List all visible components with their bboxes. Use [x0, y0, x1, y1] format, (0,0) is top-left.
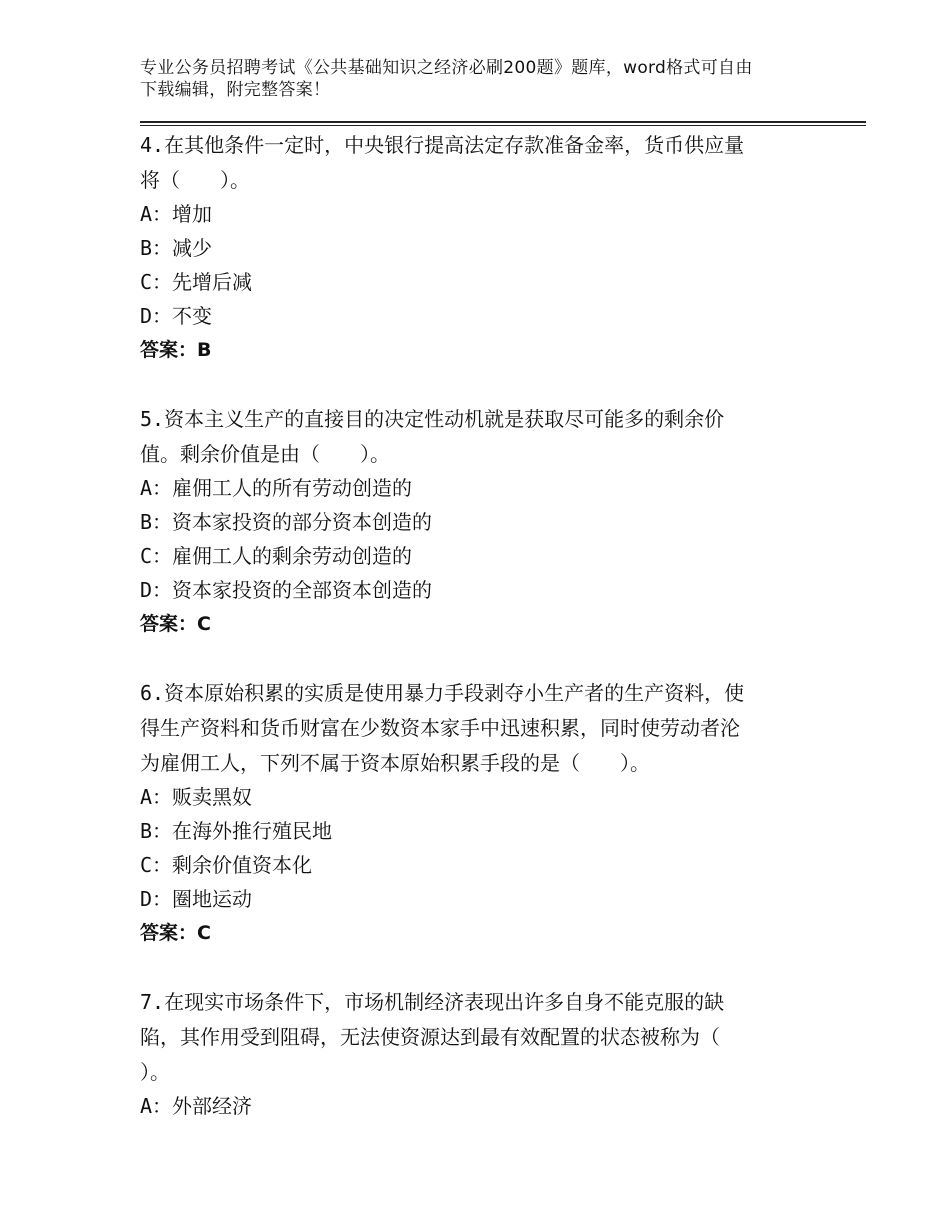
page-header [140, 57, 830, 101]
option-c: C：雇佣工人的剩余劳动创造的 [140, 544, 413, 568]
option-d: D：不变 [140, 304, 213, 328]
question-text-line: 4.在其他条件一定时，中央银行提高法定存款准备金率，货币供应量 [140, 133, 745, 157]
question-4 [140, 127, 800, 367]
question-text-line: 得生产资料和货币财富在少数资本家手中迅速积累，同时使劳动者沦 [140, 716, 740, 740]
question-5 [140, 401, 800, 641]
option-b: B：在海外推行殖民地 [140, 819, 333, 843]
question-7 [140, 984, 800, 1123]
question-spacer [140, 641, 800, 675]
question-text-line: 5.资本主义生产的直接目的决定性动机就是获取尽可能多的剩余价 [140, 407, 725, 431]
option-c: C：先增后减 [140, 270, 253, 294]
answer-label: 答案：B [140, 339, 212, 361]
question-text-line: ）。 [140, 1060, 170, 1084]
option-d: D：圈地运动 [140, 887, 253, 911]
option-a: A：外部经济 [140, 1094, 253, 1118]
option-a: A：贩卖黑奴 [140, 785, 253, 809]
option-c: C：剩余价值资本化 [140, 853, 313, 877]
option-a: A：雇佣工人的所有劳动创造的 [140, 476, 413, 500]
header-rule-thick [140, 121, 866, 123]
question-text-line: 值。剩余价值是由（ ）。 [140, 442, 390, 466]
answer-label: 答案：C [140, 613, 211, 635]
question-text-line: 7.在现实市场条件下，市场机制经济表现出许多自身不能克服的缺 [140, 990, 725, 1014]
option-b: B：减少 [140, 236, 213, 260]
question-text-line: 陷，其作用受到阻碍，无法使资源达到最有效配置的状态被称为（ [140, 1025, 720, 1049]
question-text-line: 将（ ）。 [140, 168, 250, 192]
question-list [140, 125, 800, 1123]
question-6 [140, 675, 800, 950]
option-d: D：资本家投资的全部资本创造的 [140, 578, 433, 602]
question-spacer [140, 950, 800, 984]
header-line-2: 下载编辑，附完整答案！ [140, 80, 331, 100]
header-line-1: 专业公务员招聘考试《公共基础知识之经济必刷200题》题库，word格式可自由 [140, 58, 753, 78]
question-spacer [140, 367, 800, 401]
option-a: A：增加 [140, 202, 213, 226]
question-text-line: 6.资本原始积累的实质是使用暴力手段剥夺小生产者的生产资料，使 [140, 681, 745, 705]
option-b: B：资本家投资的部分资本创造的 [140, 510, 433, 534]
answer-label: 答案：C [140, 922, 211, 944]
question-text-line: 为雇佣工人，下列不属于资本原始积累手段的是（ ）。 [140, 751, 650, 775]
